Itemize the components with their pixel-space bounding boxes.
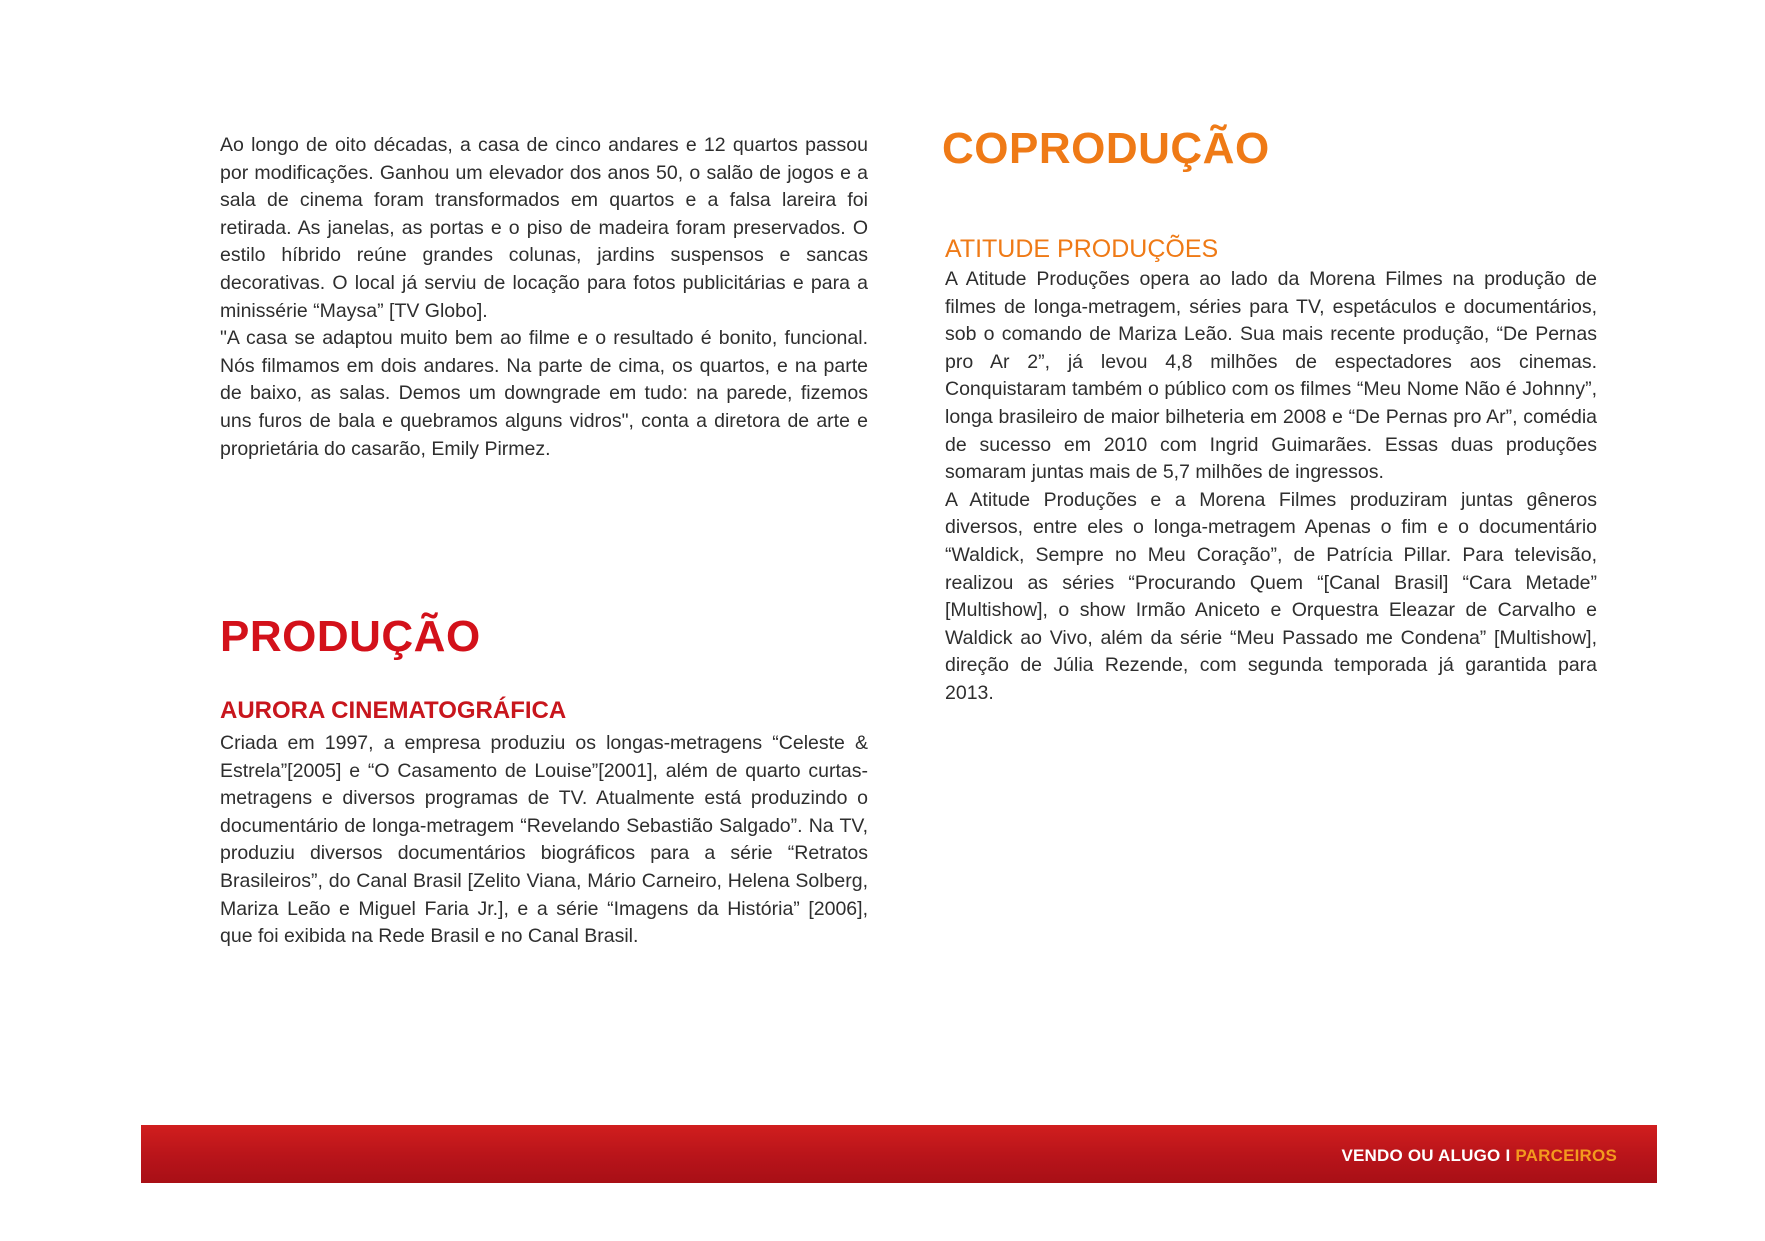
atitude-paragraph-1: A Atitude Produções opera ao lado da Morena Filmes na produção de filmes de longa-metragem, séries para TV, espetáculos e documentários, sob o comando de Mariza Leão. Sua mais recente produção, “De Pernas pro Ar 2”, já levou 4,8 milhões de espectadores aos cinemas. Conquistaram também o público com os filmes “Meu Nome Não é Johnny”, longa brasileiro de maior bilheteria em 2008 e “De Pernas pro Ar”, comédia de sucesso em 2010 com Ingrid Guimarães. Essas duas produções somaram juntas mais de 5,7 milhões de ingressos. bbox=[945, 268, 1597, 484]
atitude-subheading: ATITUDE PRODUÇÕES bbox=[945, 235, 1219, 263]
footer-separator: I bbox=[1505, 1146, 1511, 1165]
coproducao-heading: COPRODUÇÃO bbox=[942, 124, 1270, 173]
aurora-section bbox=[220, 730, 868, 951]
producao-heading: PRODUÇÃO bbox=[220, 612, 481, 661]
footer-breadcrumb bbox=[1341, 1146, 1617, 1166]
paragraph-house-history: Ao longo de oito décadas, a casa de cinco andares e 12 quartos passou por modificações. Ganhou um elevador dos anos 50, o salão de jogos e a sala de cinema foram transformados em quartos e a falsa lareira foi retirada. As janelas, as portas e o piso de madeira foram preservados. O estilo híbrido reúne grandes colunas, jardins suspensos e sancas decorativas. O local já serviu de locação para fotos publicitárias e para a minissérie “Maysa” [TV Globo]. bbox=[220, 134, 868, 322]
footer-bar bbox=[141, 1125, 1657, 1183]
atitude-section bbox=[945, 266, 1597, 708]
atitude-paragraph-2: A Atitude Produções e a Morena Filmes produziram juntas gêneros diversos, entre eles o longa-metragem Apenas o fim e o documentário “Waldick, Sempre no Meu Coração”, de Patrícia Pillar. Para televisão, realizou as séries “Procurando Quem “[Canal Brasil] “Cara Metade” [Multishow], o show Irmão Aniceto e Orquestra Eleazar de Carvalho e Waldick ao Vivo, além da série “Meu Passado me Condena” [Multishow], direção de Júlia Rezende, com segunda temporada já garantida para 2013. bbox=[945, 488, 1597, 704]
aurora-paragraph: Criada em 1997, a empresa produziu os longas-metragens “Celeste & Estrela”[2005] e “O Casamento de Louise”[2001], além de quarto curtas-metragens e diversos programas de TV. Atualmente está produzindo o documentário de longa-metragem “Revelando Sebastião Salgado”. Na TV, produziu diversos documentários biográficos para a série “Retratos Brasileiros”, do Canal Brasil [Zelito Viana, Mário Carneiro, Helena Solberg, Mariza Leão e Miguel Faria Jr.], e a série “Imagens da História” [2006], que foi exibida na Rede Brasil e no Canal Brasil. bbox=[220, 732, 868, 948]
aurora-subheading: AURORA CINEMATOGRÁFICA bbox=[220, 697, 567, 724]
left-column bbox=[220, 132, 868, 463]
paragraph-art-director-quote: "A casa se adaptou muito bem ao filme e o resultado é bonito, funcional. Nós filmamos em dois andares. Na parte de cima, os quartos, e na parte de baixo, as salas. Demos um downgrade em tudo: na parede, fizemos uns furos de bala e quebramos alguns vidros", conta a diretora de arte e proprietária do casarão, Emily Pirmez. bbox=[220, 327, 868, 460]
footer-subsection-label: PARCEIROS bbox=[1515, 1146, 1617, 1165]
footer-section-label: VENDO OU ALUGO bbox=[1341, 1146, 1501, 1165]
